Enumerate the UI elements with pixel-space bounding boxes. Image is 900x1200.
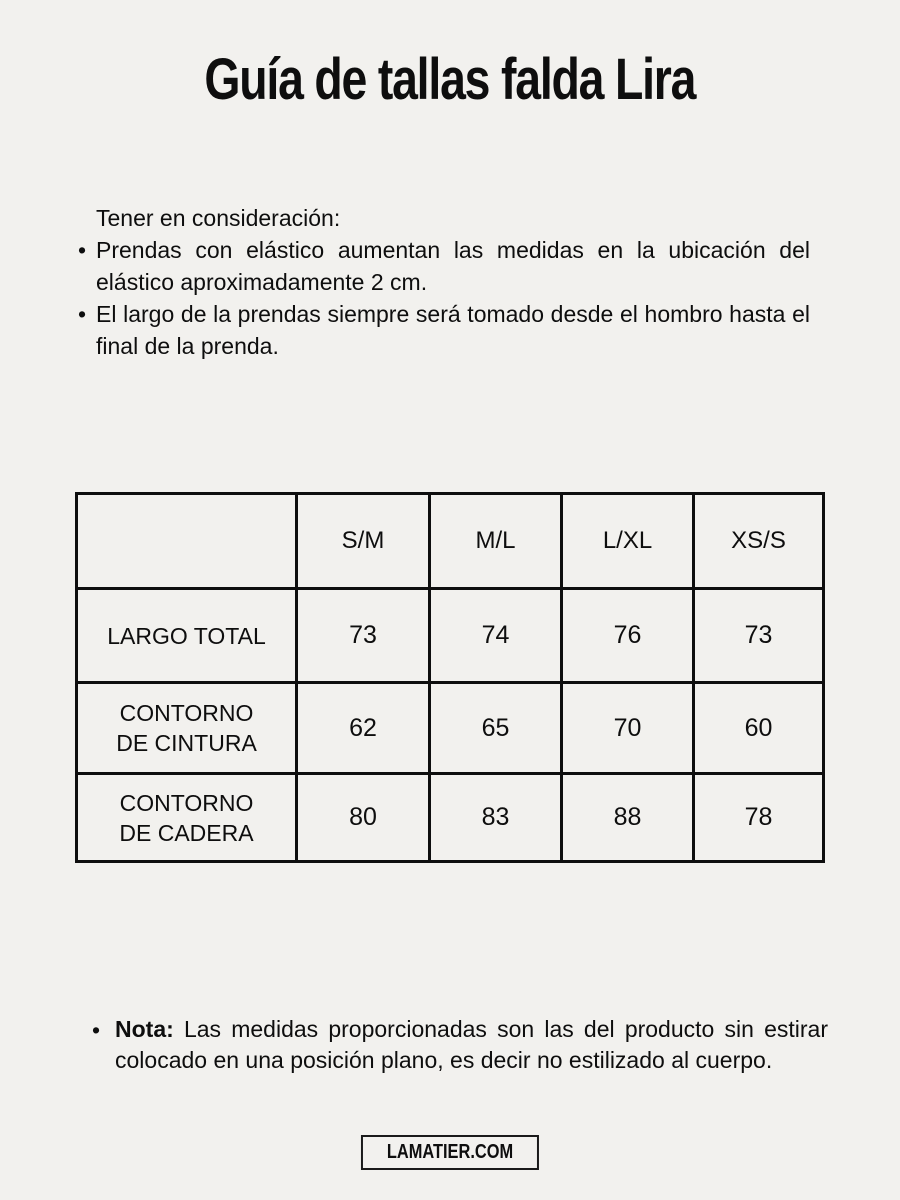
measurement-value: 73 bbox=[297, 589, 430, 683]
considerations-heading: Tener en consideración: bbox=[96, 205, 341, 231]
measurement-value: 73 bbox=[694, 589, 824, 683]
measurement-value: 60 bbox=[694, 683, 824, 774]
measurement-value: 62 bbox=[297, 683, 430, 774]
measurement-label: LARGO TOTAL bbox=[77, 589, 297, 683]
list-item bbox=[92, 1014, 828, 1076]
measurement-value: 70 bbox=[562, 683, 694, 774]
page-title-text: Guía de tallas falda Lira bbox=[204, 47, 696, 112]
website-badge-text: LAMATIER.COM bbox=[386, 1141, 514, 1163]
measurement-label: CONTORNO DE CINTURA bbox=[77, 683, 297, 774]
list-item bbox=[78, 298, 810, 362]
bullet-icon: • bbox=[78, 301, 87, 327]
considerations-section bbox=[78, 202, 810, 362]
measurement-value: 74 bbox=[430, 589, 562, 683]
measurement-value: 83 bbox=[430, 774, 562, 862]
size-table bbox=[75, 492, 825, 863]
size-column-header: L/XL bbox=[562, 494, 694, 589]
table-row bbox=[77, 589, 824, 683]
size-column-header: S/M bbox=[297, 494, 430, 589]
table-header-row bbox=[77, 494, 824, 589]
measurement-value: 88 bbox=[562, 774, 694, 862]
note-label: Nota: bbox=[115, 1016, 174, 1042]
measurement-value: 78 bbox=[694, 774, 824, 862]
table-corner-cell bbox=[77, 494, 297, 589]
size-column-header: M/L bbox=[430, 494, 562, 589]
note-body: Las medidas proporcionadas son las del producto sin estirar colocado en una posición plano, es decir no estilizado al cuerpo. bbox=[115, 1016, 828, 1073]
page-title bbox=[0, 46, 900, 113]
table-row bbox=[77, 683, 824, 774]
measurement-value: 76 bbox=[562, 589, 694, 683]
table-row bbox=[77, 774, 824, 862]
website-badge bbox=[361, 1135, 539, 1170]
measurement-label: CONTORNO DE CADERA bbox=[77, 774, 297, 862]
measurement-value: 65 bbox=[430, 683, 562, 774]
note-text bbox=[115, 1014, 828, 1076]
bullet-icon: • bbox=[92, 1017, 101, 1043]
size-column-header: XS/S bbox=[694, 494, 824, 589]
bullet-icon: • bbox=[78, 237, 87, 263]
consideration-text: El largo de la prendas siempre será tomado desde el hombro hasta el final de la prenda. bbox=[96, 301, 810, 359]
measurement-value: 80 bbox=[297, 774, 430, 862]
note-section bbox=[92, 1014, 828, 1076]
consideration-text: Prendas con elástico aumentan las medidas en la ubicación del elástico aproximadamente 2 cm. bbox=[96, 237, 810, 295]
list-item bbox=[78, 234, 810, 298]
